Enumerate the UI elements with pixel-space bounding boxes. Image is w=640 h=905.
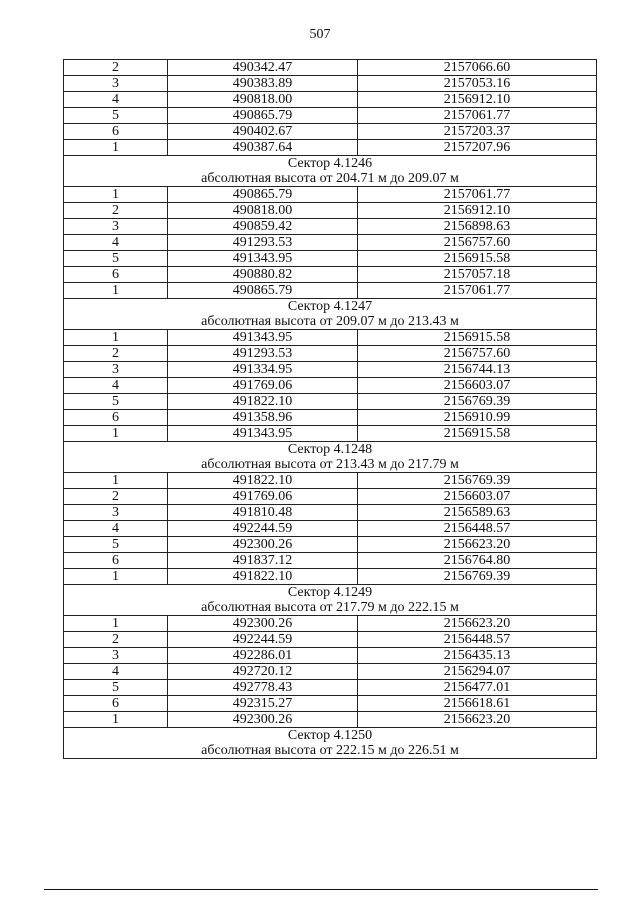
table-row (64, 473, 597, 489)
y-coordinate-cell: 2157061.77 (358, 108, 597, 124)
sector-altitude: абсолютная высота от 217.79 м до 222.15 м (64, 600, 597, 616)
y-coordinate-cell: 2156912.10 (358, 203, 597, 219)
table-row (64, 108, 597, 124)
x-coordinate-cell: 490818.00 (168, 203, 358, 219)
x-coordinate-cell: 490342.47 (168, 60, 358, 76)
x-coordinate-cell: 492286.01 (168, 648, 358, 664)
table-row (64, 76, 597, 92)
sector-altitude-row (64, 171, 597, 187)
x-coordinate-cell: 490402.67 (168, 124, 358, 140)
table-row (64, 394, 597, 410)
table-row (64, 696, 597, 712)
point-number-cell: 6 (64, 553, 168, 569)
point-number-cell: 1 (64, 569, 168, 585)
table-row (64, 124, 597, 140)
coordinates-table (63, 59, 597, 759)
table-row (64, 219, 597, 235)
point-number-cell: 6 (64, 410, 168, 426)
table-row (64, 537, 597, 553)
x-coordinate-cell: 492244.59 (168, 632, 358, 648)
x-coordinate-cell: 492244.59 (168, 521, 358, 537)
point-number-cell: 4 (64, 235, 168, 251)
y-coordinate-cell: 2156623.20 (358, 537, 597, 553)
sector-title-row (64, 156, 597, 172)
sector-title: Сектор 4.1250 (64, 728, 597, 744)
x-coordinate-cell: 490880.82 (168, 267, 358, 283)
x-coordinate-cell: 491343.95 (168, 330, 358, 346)
x-coordinate-cell: 492778.43 (168, 680, 358, 696)
point-number-cell: 1 (64, 712, 168, 728)
y-coordinate-cell: 2156764.80 (358, 553, 597, 569)
point-number-cell: 1 (64, 140, 168, 156)
sector-title-row (64, 585, 597, 601)
table-row (64, 187, 597, 203)
y-coordinate-cell: 2156603.07 (358, 489, 597, 505)
sector-title: Сектор 4.1246 (64, 156, 597, 172)
table-row (64, 664, 597, 680)
table-row (64, 410, 597, 426)
sector-title: Сектор 4.1248 (64, 442, 597, 458)
x-coordinate-cell: 491358.96 (168, 410, 358, 426)
point-number-cell: 5 (64, 394, 168, 410)
x-coordinate-cell: 492300.26 (168, 537, 358, 553)
y-coordinate-cell: 2156448.57 (358, 521, 597, 537)
table-row (64, 330, 597, 346)
y-coordinate-cell: 2156915.58 (358, 426, 597, 442)
table-row (64, 362, 597, 378)
point-number-cell: 6 (64, 267, 168, 283)
y-coordinate-cell: 2156898.63 (358, 219, 597, 235)
table-row (64, 203, 597, 219)
sector-title-row (64, 442, 597, 458)
sector-altitude: абсолютная высота от 209.07 м до 213.43 м (64, 314, 597, 330)
y-coordinate-cell: 2156618.61 (358, 696, 597, 712)
x-coordinate-cell: 491343.95 (168, 251, 358, 267)
x-coordinate-cell: 491293.53 (168, 346, 358, 362)
point-number-cell: 5 (64, 680, 168, 696)
point-number-cell: 1 (64, 330, 168, 346)
point-number-cell: 4 (64, 92, 168, 108)
y-coordinate-cell: 2156435.13 (358, 648, 597, 664)
y-coordinate-cell: 2157061.77 (358, 187, 597, 203)
page-bottom-rule (44, 889, 598, 890)
table-row (64, 680, 597, 696)
table-row (64, 569, 597, 585)
point-number-cell: 1 (64, 473, 168, 489)
table-row (64, 251, 597, 267)
point-number-cell: 5 (64, 537, 168, 553)
table-row (64, 60, 597, 76)
sector-altitude-row (64, 457, 597, 473)
sector-altitude: абсолютная высота от 222.15 м до 226.51 м (64, 743, 597, 759)
page-number: 507 (309, 27, 331, 42)
y-coordinate-cell: 2156915.58 (358, 330, 597, 346)
x-coordinate-cell: 490387.64 (168, 140, 358, 156)
y-coordinate-cell: 2156910.99 (358, 410, 597, 426)
point-number-cell: 6 (64, 124, 168, 140)
y-coordinate-cell: 2156448.57 (358, 632, 597, 648)
point-number-cell: 5 (64, 108, 168, 124)
y-coordinate-cell: 2157057.18 (358, 267, 597, 283)
x-coordinate-cell: 491293.53 (168, 235, 358, 251)
point-number-cell: 2 (64, 489, 168, 505)
sector-title-row (64, 299, 597, 315)
coordinates-table-body (64, 60, 597, 759)
table-row (64, 553, 597, 569)
point-number-cell: 3 (64, 648, 168, 664)
y-coordinate-cell: 2157061.77 (358, 283, 597, 299)
y-coordinate-cell: 2156757.60 (358, 346, 597, 362)
point-number-cell: 1 (64, 283, 168, 299)
y-coordinate-cell: 2157207.96 (358, 140, 597, 156)
x-coordinate-cell: 490818.00 (168, 92, 358, 108)
point-number-cell: 3 (64, 219, 168, 235)
y-coordinate-cell: 2156769.39 (358, 394, 597, 410)
point-number-cell: 4 (64, 521, 168, 537)
point-number-cell: 3 (64, 505, 168, 521)
point-number-cell: 2 (64, 632, 168, 648)
y-coordinate-cell: 2156757.60 (358, 235, 597, 251)
point-number-cell: 2 (64, 203, 168, 219)
point-number-cell: 5 (64, 251, 168, 267)
sector-altitude-row (64, 600, 597, 616)
table-row (64, 648, 597, 664)
point-number-cell: 3 (64, 76, 168, 92)
sector-altitude-row (64, 314, 597, 330)
point-number-cell: 2 (64, 346, 168, 362)
table-row (64, 378, 597, 394)
y-coordinate-cell: 2157203.37 (358, 124, 597, 140)
point-number-cell: 2 (64, 60, 168, 76)
table-row (64, 712, 597, 728)
y-coordinate-cell: 2156589.63 (358, 505, 597, 521)
table-row (64, 616, 597, 632)
table-row (64, 505, 597, 521)
y-coordinate-cell: 2156744.13 (358, 362, 597, 378)
point-number-cell: 4 (64, 664, 168, 680)
x-coordinate-cell: 490865.79 (168, 108, 358, 124)
y-coordinate-cell: 2156603.07 (358, 378, 597, 394)
table-row (64, 283, 597, 299)
x-coordinate-cell: 491769.06 (168, 378, 358, 394)
x-coordinate-cell: 491822.10 (168, 569, 358, 585)
x-coordinate-cell: 490865.79 (168, 187, 358, 203)
x-coordinate-cell: 490865.79 (168, 283, 358, 299)
sector-altitude-row (64, 743, 597, 759)
x-coordinate-cell: 490383.89 (168, 76, 358, 92)
table-row (64, 235, 597, 251)
x-coordinate-cell: 491810.48 (168, 505, 358, 521)
sector-altitude: абсолютная высота от 213.43 м до 217.79 м (64, 457, 597, 473)
x-coordinate-cell: 492300.26 (168, 616, 358, 632)
table-row (64, 346, 597, 362)
y-coordinate-cell: 2156915.58 (358, 251, 597, 267)
sector-title: Сектор 4.1249 (64, 585, 597, 601)
point-number-cell: 1 (64, 187, 168, 203)
y-coordinate-cell: 2156623.20 (358, 712, 597, 728)
table-row (64, 92, 597, 108)
table-row (64, 521, 597, 537)
table-row (64, 632, 597, 648)
y-coordinate-cell: 2156623.20 (358, 616, 597, 632)
point-number-cell: 3 (64, 362, 168, 378)
x-coordinate-cell: 491334.95 (168, 362, 358, 378)
x-coordinate-cell: 491837.12 (168, 553, 358, 569)
table-row (64, 267, 597, 283)
x-coordinate-cell: 492300.26 (168, 712, 358, 728)
y-coordinate-cell: 2157066.60 (358, 60, 597, 76)
x-coordinate-cell: 490859.42 (168, 219, 358, 235)
x-coordinate-cell: 492315.27 (168, 696, 358, 712)
point-number-cell: 6 (64, 696, 168, 712)
table-row (64, 426, 597, 442)
x-coordinate-cell: 491822.10 (168, 473, 358, 489)
point-number-cell: 1 (64, 426, 168, 442)
sector-title-row (64, 728, 597, 744)
y-coordinate-cell: 2156294.07 (358, 664, 597, 680)
y-coordinate-cell: 2156477.01 (358, 680, 597, 696)
y-coordinate-cell: 2156912.10 (358, 92, 597, 108)
x-coordinate-cell: 491343.95 (168, 426, 358, 442)
point-number-cell: 4 (64, 378, 168, 394)
sector-title: Сектор 4.1247 (64, 299, 597, 315)
sector-altitude: абсолютная высота от 204.71 м до 209.07 м (64, 171, 597, 187)
x-coordinate-cell: 491822.10 (168, 394, 358, 410)
y-coordinate-cell: 2157053.16 (358, 76, 597, 92)
point-number-cell: 1 (64, 616, 168, 632)
x-coordinate-cell: 491769.06 (168, 489, 358, 505)
x-coordinate-cell: 492720.12 (168, 664, 358, 680)
table-row (64, 489, 597, 505)
y-coordinate-cell: 2156769.39 (358, 569, 597, 585)
y-coordinate-cell: 2156769.39 (358, 473, 597, 489)
table-row (64, 140, 597, 156)
